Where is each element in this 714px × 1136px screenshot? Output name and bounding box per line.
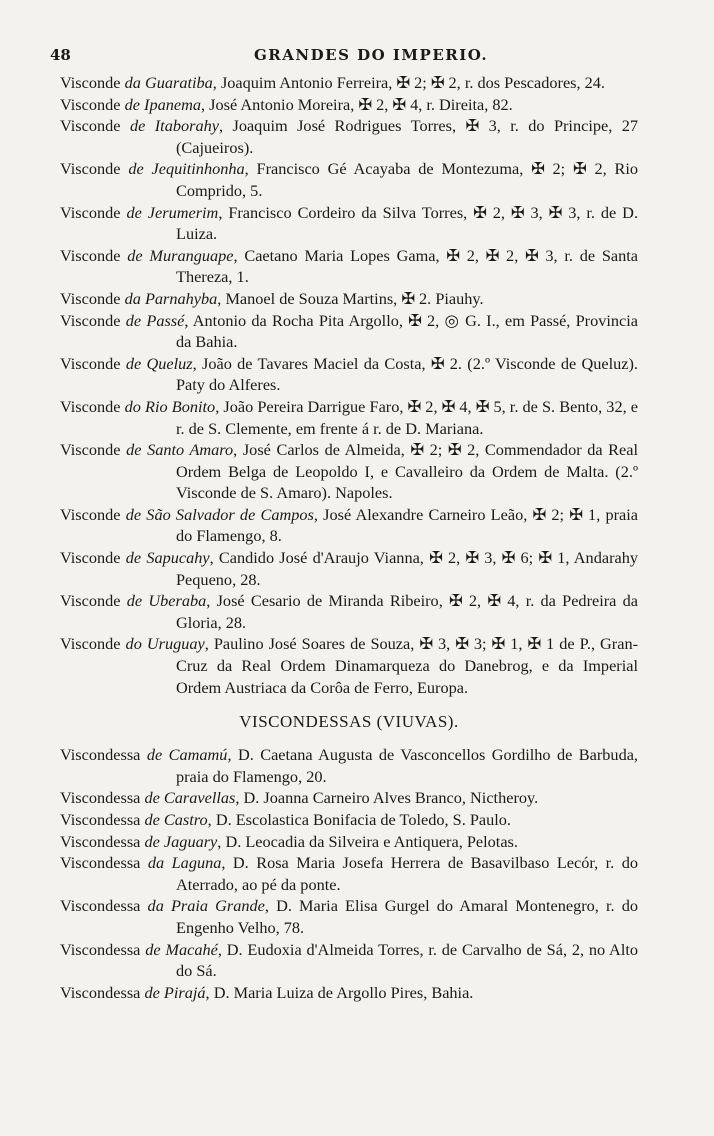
entry-title: de Pirajá — [144, 982, 206, 1002]
list-entry: Visconde de Jerumerim, Francisco Cordeiro da Silva Torres, ✠ 2, ✠ 3, ✠ 3, r. de D. Luiza. — [60, 202, 639, 244]
entry-rank: Visconde — [60, 116, 121, 136]
page-number: 48 — [50, 46, 71, 64]
entry-text: Candido José d'Araujo Vianna, ✠ 2, ✠ 3, ✠ 6; ✠ 1, Andarahy Pequeno, 28. — [176, 548, 638, 589]
list-entry: Visconde do Rio Bonito, João Pereira Darrigue Faro, ✠ 2, ✠ 4, ✠ 5, r. de S. Bento, 32, e r. de S. Clemente, em frente á r. de D. Mariana. — [60, 396, 638, 438]
entry-title: de Macahé — [145, 939, 218, 959]
list-entry: Visconde de Sapucahy, Candido José d'Araujo Vianna, ✠ 2, ✠ 3, ✠ 6; ✠ 1, Andarahy Pequeno, 28. — [60, 548, 638, 589]
entry-rank: Viscondessa — [60, 788, 141, 808]
entry-title: de Sapucahy — [125, 548, 210, 568]
entry-text: Caetano Maria Lopes Gama, ✠ 2, ✠ 2, ✠ 3, r. de Santa Thereza, 1. — [176, 245, 639, 287]
entry-text: D. Leocadia da Silveira e Antiquera, Pelotas. — [225, 831, 518, 851]
entry-title: da Parnahyba — [124, 288, 218, 308]
entry-title: da Praia Grande — [147, 896, 265, 916]
entry-text: D. Escolastica Bonifacia de Toledo, S. Paulo. — [215, 810, 511, 829]
entry-rank: Viscondessa — [60, 939, 141, 959]
entry-text: Joaquim Antonio Ferreira, ✠ 2; ✠ 2, r. dos Pescadores, 24. — [220, 73, 606, 92]
entry-title: de São Salvador de Campos — [125, 504, 314, 524]
entry-text: João Pereira Darrigue Faro, ✠ 2, ✠ 4, ✠ 5, r. de S. Bento, 32, e r. de S. Clemente, em frente á r. de D. Mariana. — [176, 396, 638, 438]
entry-rank: Viscondessa — [60, 745, 141, 765]
list-entry: Visconde de Muranguape, Caetano Maria Lopes Gama, ✠ 2, ✠ 2, ✠ 3, r. de Santa Thereza, 1. — [60, 245, 639, 287]
entry-title: de Jerumerim — [126, 202, 219, 222]
entry-title: de Passé — [125, 310, 185, 330]
entry-title: do Rio Bonito — [124, 396, 216, 416]
entry-text: Francisco Gé Acayaba de Montezuma, ✠ 2; ✠ 2, Rio Comprido, 5. — [176, 159, 638, 200]
entry-text: Paulino José Soares de Souza, ✠ 3, ✠ 3; ✠ 1, ✠ 1 de P., Gran-Cruz da Real Ordem Dinamarqueza do Danebrog, e da Imperial Ordem Austriaca da Corôa de Ferro, Europa. — [176, 634, 639, 697]
entry-rank: Visconde — [60, 245, 121, 265]
list-entry: Visconde de Uberaba, José Cesario de Miranda Ribeiro, ✠ 2, ✠ 4, r. da Pedreira da Gloria, 28. — [60, 591, 639, 632]
entry-rank: Viscondessa — [60, 810, 141, 829]
list-entry: Visconde de Passé, Antonio da Rocha Pita Argollo, ✠ 2, ◎ G. I., em Passé, Provincia da Bahia. — [60, 310, 639, 352]
entry-title: da Laguna — [147, 853, 222, 873]
entry-rank: Visconde — [60, 440, 121, 460]
list-entry: Viscondessa de Pirajá, D. Maria Luiza de Argollo Pires, Bahia. — [60, 982, 474, 1002]
list-entry: Viscondessa da Laguna, D. Rosa Maria Josefa Herrera de Basavilbaso Lecór, r. do Aterrado, ao pé da ponte. — [60, 853, 638, 894]
entry-title: da Guaratiba — [124, 73, 213, 92]
entry-title: de Castro — [144, 810, 208, 829]
entry-rank: Visconde — [60, 288, 121, 308]
entry-rank: Visconde — [60, 94, 121, 114]
list-entry: Viscondessa de Macahé, D. Eudoxia d'Almeida Torres, r. de Carvalho de Sá, 2, no Alto do Sá. — [60, 939, 639, 981]
entry-text: Antonio da Rocha Pita Argollo, ✠ 2, ◎ G. I., em Passé, Provincia da Bahia. — [176, 310, 639, 352]
entry-title: de Itaborahy — [129, 116, 219, 136]
page-header — [50, 46, 650, 66]
list-entry: Viscondessa da Praia Grande, D. Maria Elisa Gurgel do Amaral Montenegro, r. do Engenho Velho, 78. — [60, 896, 638, 937]
entry-rank: Viscondessa — [60, 896, 141, 916]
entry-title: de Ipanema — [124, 94, 201, 114]
entry-text: José Cesario de Miranda Ribeiro, ✠ 2, ✠ 4, r. da Pedreira da Gloria, 28. — [176, 591, 639, 632]
entry-title: de Jaguary — [144, 831, 218, 851]
entry-title: de Uberaba — [126, 591, 207, 611]
list-entry: Visconde de Queluz, João de Tavares Maciel da Costa, ✠ 2. (2.º Visconde de Queluz). Paty do Alferes. — [60, 353, 638, 395]
entry-title: de Muranguape — [127, 245, 234, 265]
entry-text: João de Tavares Maciel da Costa, ✠ 2. (2.º Visconde de Queluz). Paty do Alferes. — [176, 353, 638, 395]
entry-text: D. Rosa Maria Josefa Herrera de Basavilbaso Lecór, r. do Aterrado, ao pé da ponte. — [176, 853, 638, 894]
entry-text: D. Maria Elisa Gurgel do Amaral Montenegro, r. do Engenho Velho, 78. — [176, 896, 638, 937]
entry-rank: Viscondessa — [60, 831, 141, 851]
entry-rank: Visconde — [60, 159, 121, 179]
entry-text: Joaquim José Rodrigues Torres, ✠ 3, r. do Principe, 27 (Cajueiros). — [176, 116, 638, 157]
entry-title: de Santo Amaro — [126, 440, 234, 460]
list-entry: Viscondessa de Castro, D. Escolastica Bonifacia de Toledo, S. Paulo. — [60, 810, 511, 829]
entry-text: José Carlos de Almeida, ✠ 2; ✠ 2, Commendador da Real Ordem Belga de Leopoldo I, e Cavalleiro da Ordem de Malta. (2.º Visconde de S. Amaro). Napoles. — [176, 440, 639, 503]
entry-rank: Visconde — [60, 353, 121, 373]
entry-rank: Visconde — [60, 310, 121, 330]
list-entry: Visconde da Parnahyba, Manoel de Souza Martins, ✠ 2. Piauhy. — [60, 288, 484, 308]
list-entry: Visconde de São Salvador de Campos, José Alexandre Carneiro Leão, ✠ 2; ✠ 1, praia do Flamengo, 8. — [60, 504, 639, 546]
running-title: GRANDES DO IMPERIO. — [254, 46, 489, 64]
entry-rank: Visconde — [60, 396, 121, 416]
list-entry: Visconde de Ipanema, José Antonio Moreira, ✠ 2, ✠ 4, r. Direita, 82. — [60, 94, 513, 114]
list-entry: Visconde do Uruguay, Paulino José Soares de Souza, ✠ 3, ✠ 3; ✠ 1, ✠ 1 de P., Gran-Cruz da Real Ordem Dinamarqueza do Danebrog, e da Imperial Ordem Austriaca da Corôa de Ferro, Europa. — [60, 634, 639, 697]
list-entry: Visconde de Santo Amaro, José Carlos de Almeida, ✠ 2; ✠ 2, Commendador da Real Ordem Belga de Leopoldo I, e Cavalleiro da Ordem de Malta. (2.º Visconde de S. Amaro). Napoles. — [60, 440, 639, 503]
entry-title: de Caravellas — [144, 788, 236, 808]
list-entry: Visconde de Itaborahy, Joaquim José Rodrigues Torres, ✠ 3, r. do Principe, 27 (Cajueiros). — [60, 116, 638, 157]
viscondes-list — [60, 72, 638, 698]
section-title: VISCONDESSAS (VIUVAS). — [239, 712, 459, 732]
list-entry: Viscondessa de Camamú, D. Caetana Augusta de Vasconcellos Gordilho de Barbuda, praia do Flamengo, 20. — [60, 745, 639, 786]
entry-title: de Camamú — [146, 745, 228, 765]
entry-rank: Visconde — [60, 504, 121, 524]
entry-text: Francisco Cordeiro da Silva Torres, ✠ 2, ✠ 3, ✠ 3, r. de D. Luiza. — [176, 202, 639, 244]
entry-rank: Viscondessa — [60, 853, 141, 873]
list-entry: Visconde da Guaratiba, Joaquim Antonio Ferreira, ✠ 2; ✠ 2, r. dos Pescadores, 24. — [60, 73, 606, 92]
entry-rank: Visconde — [60, 591, 121, 611]
entry-title: de Queluz — [125, 353, 193, 373]
entry-title: de Jequitinhonha — [128, 159, 245, 179]
list-entry: Viscondessa de Jaguary, D. Leocadia da Silveira e Antiquera, Pelotas. — [60, 831, 518, 851]
entry-text: D. Caetana Augusta de Vasconcellos Gordilho de Barbuda, praia do Flamengo, 20. — [176, 745, 639, 786]
entry-title: do Uruguay — [125, 634, 205, 654]
entry-rank: Visconde — [60, 73, 121, 92]
entry-text: D. Maria Luiza de Argollo Pires, Bahia. — [213, 982, 474, 1002]
entry-text: José Alexandre Carneiro Leão, ✠ 2; ✠ 1, praia do Flamengo, 8. — [176, 504, 639, 546]
entry-text: D. Eudoxia d'Almeida Torres, r. de Carvalho de Sá, 2, no Alto do Sá. — [176, 939, 639, 981]
entries-list — [60, 72, 638, 1003]
viscondessas-list — [60, 744, 638, 1003]
entry-rank: Visconde — [60, 202, 121, 222]
entry-rank: Viscondessa — [60, 982, 141, 1002]
entry-rank: Visconde — [60, 634, 121, 654]
entry-text: José Antonio Moreira, ✠ 2, ✠ 4, r. Direita, 82. — [209, 94, 513, 114]
entry-text: D. Joanna Carneiro Alves Branco, Nictheroy. — [243, 788, 539, 808]
list-entry: Viscondessa de Caravellas, D. Joanna Carneiro Alves Branco, Nictheroy. — [60, 788, 539, 808]
entry-text: Manoel de Souza Martins, ✠ 2. Piauhy. — [225, 288, 484, 308]
entry-rank: Visconde — [60, 548, 121, 568]
list-entry: Visconde de Jequitinhonha, Francisco Gé Acayaba de Montezuma, ✠ 2; ✠ 2, Rio Comprido, 5. — [60, 159, 638, 200]
